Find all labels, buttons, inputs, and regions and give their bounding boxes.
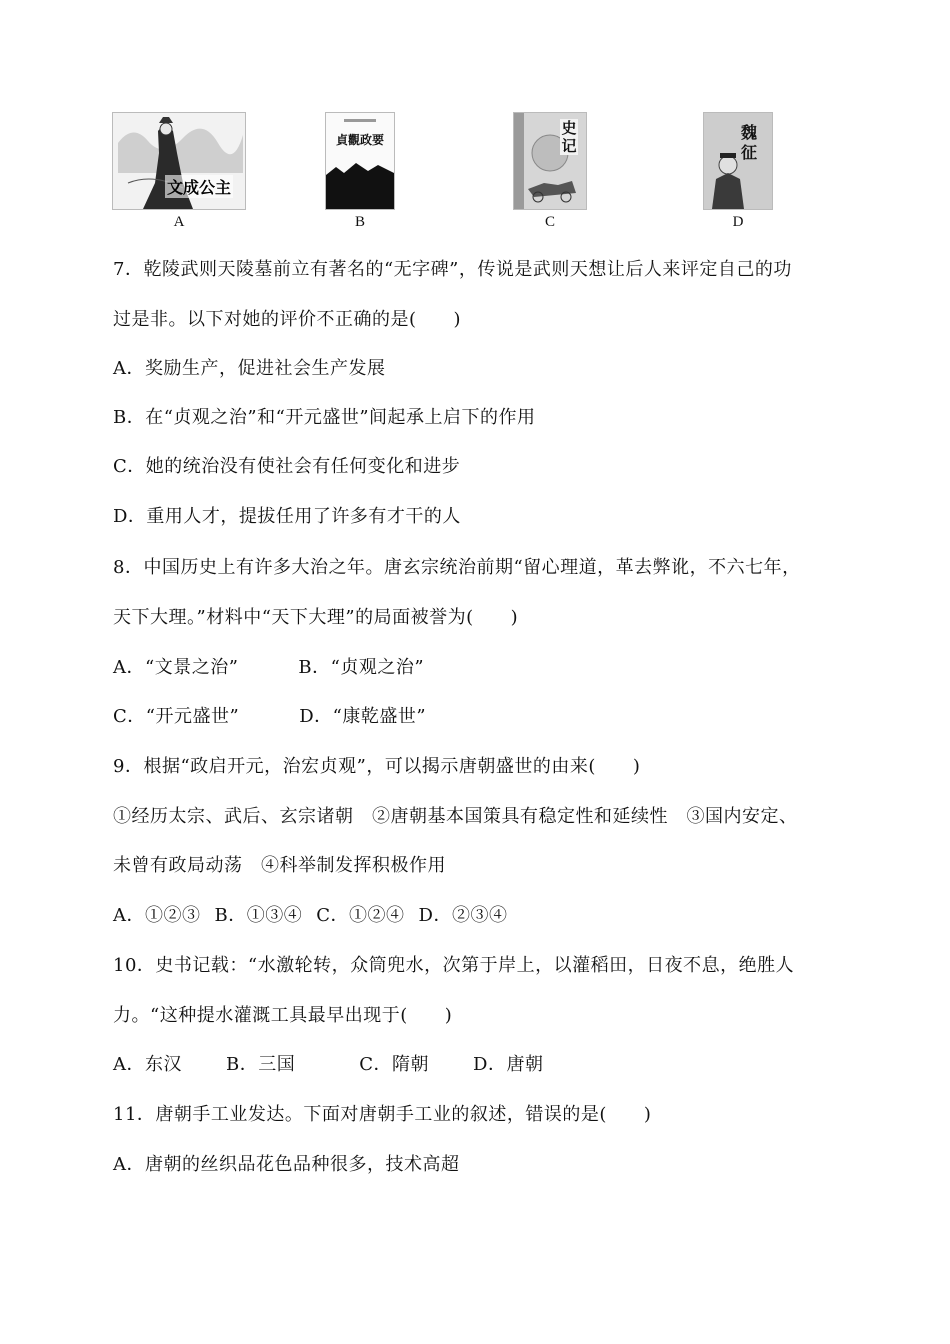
q8-stem-line1: 8．中国历史上有许多大治之年。唐玄宗统治前期“留心理道，革去弊讹，不六七年， (113, 557, 801, 578)
image-c (513, 112, 587, 231)
q8-option-d: D．“康乾盛世” (299, 706, 427, 727)
shiji-book-picture (513, 112, 587, 210)
image-d (703, 112, 773, 231)
image-c-caption: C (544, 214, 555, 230)
q8-options-row2 (113, 705, 426, 729)
q8-option-b: B．“贞观之治” (298, 657, 425, 678)
q9-stem: 9．根据“政启开元，治宏贞观”，可以揭示唐朝盛世的由来( ) (113, 756, 641, 777)
q10-stem-line1: 10．史书记载：“水激轮转，众筒兜水，次第于岸上，以灌稻田，日夜不息，绝胜人 (113, 955, 795, 976)
q11-stem: 11．唐朝手工业发达。下面对唐朝手工业的叙述，错误的是( ) (113, 1104, 652, 1125)
q9-option-b: B．①③④ (214, 905, 303, 926)
image-d-caption: D (732, 214, 744, 230)
q8-option-c: C．“开元盛世” (113, 706, 240, 727)
image-d-title: 魏征 (740, 123, 757, 162)
image-c-title: 史记 (561, 119, 577, 155)
q9-option-c: C．①②④ (316, 905, 405, 926)
princess-wencheng-picture (112, 112, 246, 210)
q7-option-d: D．重用人才，提拔任用了许多有才干的人 (113, 506, 461, 527)
image-b-title: 貞觀政要 (335, 133, 384, 147)
q10-option-b: B．三国 (226, 1054, 296, 1075)
image-a-caption: A (173, 214, 185, 230)
q9-items-line1: ①经历太宗、武后、玄宗诸朝 ②唐朝基本国策具有稳定性和延续性 ③国内安定、 (113, 806, 798, 827)
q7-stem-line2: 过是非。以下对她的评价不正确的是( ) (113, 309, 462, 330)
q9-items-line2: 未曾有政局动荡 ④科举制发挥积极作用 (113, 855, 446, 876)
q7-option-b: B．在“贞观之治”和“开元盛世”间起承上启下的作用 (113, 407, 536, 428)
image-a-title: 文成公主 (165, 175, 233, 198)
zhenguan-zhengyao-book-picture (325, 112, 395, 210)
q9-option-d: D．②③④ (418, 905, 508, 926)
q7-option-a: A．奖励生产，促进社会生产发展 (113, 358, 386, 379)
image-a (112, 112, 246, 231)
q8-option-a: A．“文景之治” (113, 657, 239, 678)
q7-option-c: C．她的统治没有使社会有任何变化和进步 (113, 456, 461, 477)
q11-option-a: A．唐朝的丝织品花色品种很多，技术高超 (113, 1154, 460, 1175)
q8-options-row1 (113, 656, 424, 680)
image-b-caption: B (354, 214, 365, 230)
q9-option-a: A．①②③ (113, 905, 201, 926)
q10-option-d: D．唐朝 (473, 1054, 544, 1075)
option-images (0, 112, 950, 232)
q9-options (113, 904, 507, 928)
q10-options (113, 1053, 543, 1077)
q10-option-c: C．隋朝 (359, 1054, 430, 1075)
wei-zheng-book-picture (703, 112, 773, 210)
q10-stem-line2: 力。“这种提水灌溉工具最早出现于( ) (113, 1005, 453, 1026)
image-b (325, 112, 395, 231)
q7-stem-line1: 7．乾陵武则天陵墓前立有著名的“无字碑”，传说是武则天想让后人来评定自己的功 (113, 259, 792, 280)
q10-option-a: A．东汉 (113, 1054, 182, 1075)
q8-stem-line2: 天下大理。”材料中“天下大理”的局面被誉为( ) (113, 607, 519, 628)
